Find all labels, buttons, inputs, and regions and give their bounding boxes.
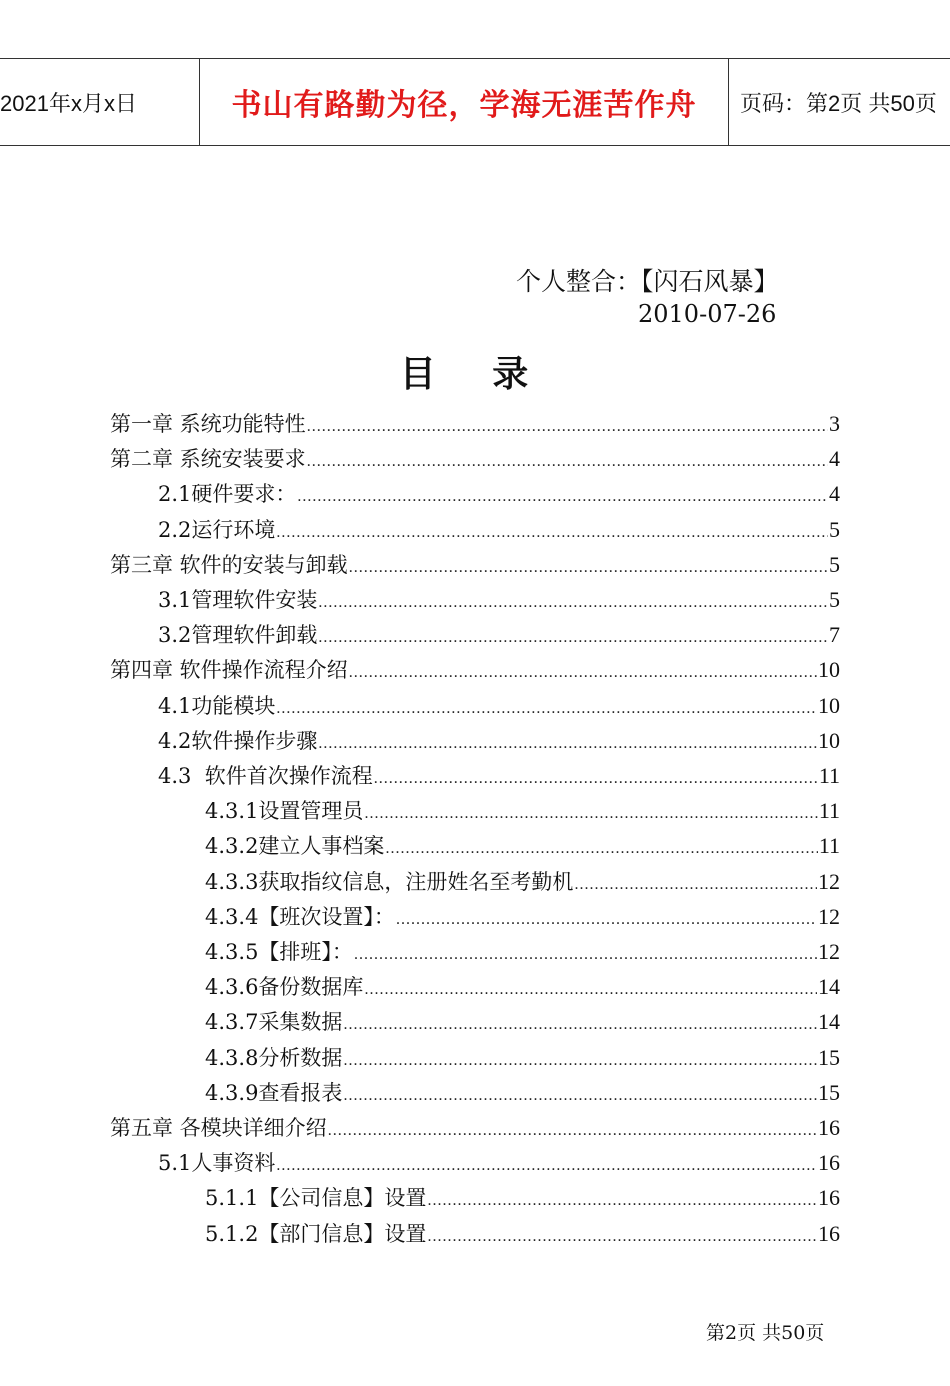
toc-entry-label: 4.3.2建立人事档案	[205, 834, 385, 859]
toc-entry-label: 4.3.9查看报表	[205, 1080, 343, 1105]
toc-entry-label: 5.1.2【部门信息】设置	[205, 1221, 427, 1246]
toc-dot-leader	[276, 1157, 817, 1175]
toc-dot-leader	[396, 911, 817, 929]
toc-entry[interactable]	[158, 514, 840, 548]
toc-dot-leader	[318, 594, 828, 612]
toc-entry-page-number: 10	[818, 657, 840, 683]
toc-dot-leader	[343, 1087, 817, 1105]
toc-entry-page-number: 16	[818, 1115, 840, 1140]
toc-entry[interactable]	[158, 1147, 840, 1181]
toc-dot-leader	[343, 1016, 817, 1034]
toc-entry[interactable]	[205, 795, 840, 829]
toc-dot-leader	[343, 1052, 817, 1070]
toc-dot-leader	[307, 453, 828, 471]
toc-entry[interactable]	[205, 830, 840, 864]
toc-dot-leader	[349, 559, 828, 577]
toc-entry-label: 第四章 软件操作流程介绍	[110, 658, 348, 683]
toc-dot-leader	[385, 840, 817, 858]
toc-entry[interactable]	[158, 725, 840, 759]
toc-dot-leader	[297, 488, 828, 506]
toc-entry-label: 第五章 各模块详细介绍	[110, 1116, 327, 1140]
toc-entry-label: 第一章 系统功能特性	[110, 412, 306, 436]
toc-entry[interactable]	[158, 584, 840, 618]
toc-entry[interactable]	[158, 690, 840, 724]
toc-entry-page-number: 16	[818, 1220, 840, 1246]
toc-entry-page-number: 15	[818, 1079, 840, 1105]
page-header	[0, 58, 950, 146]
toc-entry-label: 2.1硬件要求：	[158, 482, 297, 507]
toc-entry[interactable]	[205, 1006, 840, 1040]
toc-entry[interactable]	[110, 654, 840, 688]
toc-entry[interactable]	[110, 549, 840, 583]
toc-entry-label: 2.2运行环境	[158, 517, 276, 542]
toc-dot-leader	[307, 418, 828, 436]
toc-dot-leader	[318, 735, 817, 753]
toc-entry[interactable]	[205, 1042, 840, 1076]
toc-dot-leader	[276, 524, 828, 542]
toc-entry-page-number: 11	[818, 763, 840, 788]
toc-entry-page-number: 16	[818, 1150, 840, 1176]
toc-entry-page-number: 15	[818, 1044, 840, 1070]
toc-dot-leader	[364, 981, 817, 999]
toc-entry-label: 3.2管理软件卸载	[158, 623, 318, 648]
toc-entry[interactable]	[110, 443, 840, 477]
toc-entry-page-number: 14	[818, 974, 840, 1000]
toc-entry-label: 4.3.6备份数据库	[205, 975, 364, 1000]
toc-entry-page-number: 11	[818, 833, 840, 859]
toc-entry[interactable]	[110, 1112, 840, 1146]
toc-entry-label: 4.3.3获取指纹信息，注册姓名至考勤机	[205, 869, 574, 894]
toc-title: 目 录	[399, 354, 551, 395]
compiler-credit: 个人整合：【闪石风暴】	[516, 267, 779, 296]
toc-entry-page-number: 5	[829, 516, 840, 542]
toc-entry-page-number: 16	[818, 1185, 840, 1211]
toc-entry[interactable]	[158, 619, 840, 653]
toc-entry-page-number: 3	[829, 411, 840, 436]
toc-entry[interactable]	[205, 1182, 840, 1216]
header-page-info: 页码：第2页 共50页	[740, 90, 937, 116]
toc-entry-page-number: 7	[829, 622, 840, 648]
toc-dot-leader	[574, 876, 817, 894]
toc-dot-leader	[427, 1228, 817, 1246]
toc-entry-label: 第二章 系统安装要求	[110, 447, 306, 472]
toc-entry-label: 4.3.7采集数据	[205, 1010, 343, 1035]
page-footer: 第2页 共50页	[706, 1322, 825, 1344]
toc-entry-label: 4.3.1设置管理员	[205, 799, 364, 824]
toc-entry-label: 4.3 软件首次操作流程	[158, 764, 373, 788]
toc-dot-leader	[427, 1192, 817, 1210]
toc-entry-page-number: 5	[829, 551, 840, 577]
toc-entry-page-number: 5	[829, 587, 840, 612]
toc-entry-page-number: 10	[818, 692, 840, 718]
toc-dot-leader	[318, 629, 828, 647]
toc-dot-leader	[374, 770, 818, 788]
header-date: 2021年x月x日	[0, 90, 137, 116]
toc-entry[interactable]	[205, 971, 840, 1005]
toc-entry[interactable]	[205, 1077, 840, 1111]
toc-entry-label: 5.1人事资料	[158, 1151, 276, 1176]
toc-dot-leader	[364, 805, 817, 823]
toc-entry-page-number: 4	[829, 481, 840, 507]
toc-entry-label: 4.3.8分析数据	[205, 1045, 343, 1070]
toc-entry[interactable]	[205, 866, 840, 900]
toc-entry-page-number: 11	[818, 798, 840, 824]
toc-entry-label: 4.1功能模块	[158, 693, 276, 718]
toc-entry-page-number: 12	[818, 903, 840, 929]
toc-entry-page-number: 10	[818, 727, 840, 753]
toc-entry[interactable]	[205, 901, 840, 935]
toc-entry-page-number: 12	[818, 868, 840, 894]
toc-entry-label: 4.3.5【排班】：	[205, 940, 353, 964]
toc-entry-label: 3.1管理软件安装	[158, 588, 318, 612]
toc-entry-label: 4.3.4【班次设置】：	[205, 904, 395, 929]
toc-entry[interactable]	[205, 1218, 840, 1252]
toc-dot-leader	[354, 946, 817, 964]
toc-entry-page-number: 12	[818, 939, 840, 964]
toc-entry[interactable]	[158, 760, 840, 794]
toc-entry-page-number: 14	[818, 1009, 840, 1035]
header-motto: 书山有路勤为径，学海无涯苦作舟	[199, 59, 729, 145]
toc-dot-leader	[328, 1122, 817, 1140]
toc-entry-page-number: 4	[829, 446, 840, 472]
compile-date: 2010-07-26	[638, 300, 777, 328]
toc-entry-label: 5.1.1【公司信息】设置	[205, 1186, 427, 1211]
toc-dot-leader	[276, 700, 817, 718]
toc-dot-leader	[349, 664, 817, 682]
toc-entry[interactable]	[158, 478, 840, 512]
toc-entry[interactable]	[110, 408, 840, 442]
toc-entry-label: 4.2软件操作步骤	[158, 728, 318, 753]
toc-entry[interactable]	[205, 936, 840, 970]
toc-entry-label: 第三章 软件的安装与卸载	[110, 552, 348, 577]
